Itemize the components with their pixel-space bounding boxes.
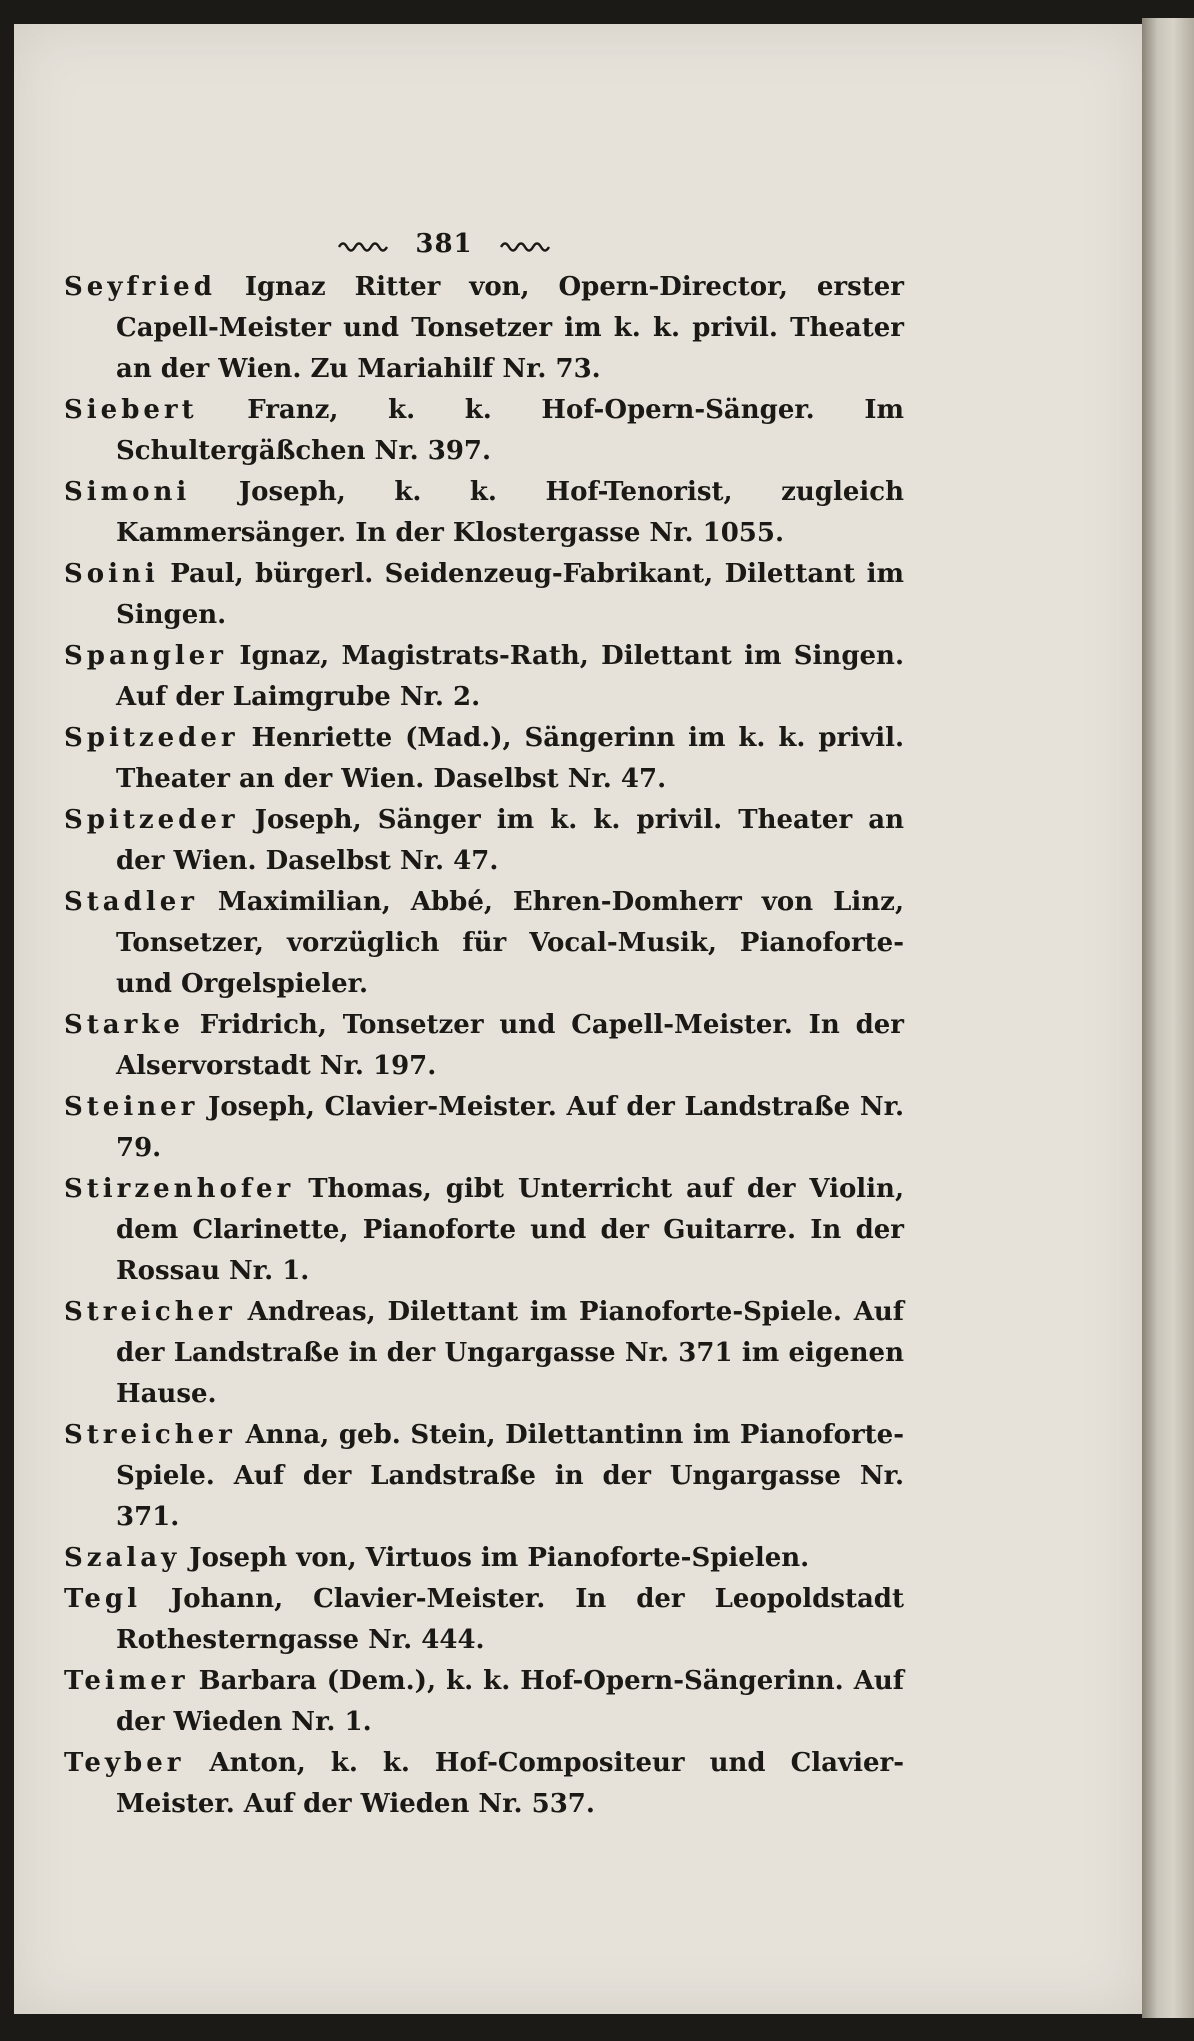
entry-surname: Simoni — [64, 477, 191, 507]
entry-simoni — [64, 472, 904, 554]
entry-surname: Stirzenhofer — [64, 1174, 295, 1204]
entry-tegl — [64, 1579, 904, 1661]
entry-surname: Streicher — [64, 1297, 236, 1327]
entry-details: Joseph, k. k. Hof-Tenorist, zugleich Kammersänger. In der Klostergasse Nr. 1055. — [116, 477, 904, 548]
entry-surname: Teimer — [64, 1666, 189, 1696]
page-number: 381 — [415, 229, 473, 259]
entry-stadler — [64, 882, 904, 1005]
entry-stirzenhofer — [64, 1169, 904, 1292]
entry-streicher-andreas — [64, 1292, 904, 1415]
entry-siebert — [64, 390, 904, 472]
entry-surname: Szalay — [64, 1543, 181, 1573]
entry-details: Franz, k. k. Hof-Opern-Sänger. Im Schultergäßchen Nr. 397. — [116, 395, 904, 466]
wave-ornament-right-icon — [499, 238, 551, 252]
entry-details: Henriette (Mad.), Sängerinn im k. k. privil. Theater an der Wien. Daselbst Nr. 47. — [116, 723, 904, 794]
entry-soini — [64, 554, 904, 636]
entry-spangler — [64, 636, 904, 718]
page-header — [64, 224, 754, 265]
entry-seyfried — [64, 267, 904, 390]
book-page-edge — [1142, 18, 1194, 2018]
entry-surname: Spangler — [64, 641, 228, 671]
entry-surname: Stadler — [64, 887, 198, 917]
entry-details: Anna, geb. Stein, Dilettantinn im Pianoforte-Spiele. Auf der Landstraße in der Ungargasse Nr. 371. — [116, 1420, 904, 1532]
entry-surname: Steiner — [64, 1092, 199, 1122]
entry-starke — [64, 1005, 904, 1087]
entry-details: Joseph, Sänger im k. k. privil. Theater an der Wien. Daselbst Nr. 47. — [116, 805, 904, 876]
entry-szalay — [64, 1538, 904, 1579]
entry-details: Ignaz Ritter von, Opern-Director, erster Capell-Meister und Tonsetzer im k. k. privil. Theater an der Wien. Zu Mariahilf Nr. 73. — [116, 272, 904, 384]
entry-details: Thomas, gibt Unterricht auf der Violin, dem Clarinette, Pianoforte und der Guitarre. In der Rossau Nr. 1. — [116, 1174, 904, 1286]
entry-streicher-anna — [64, 1415, 904, 1538]
entry-details: Maximilian, Abbé, Ehren-Domherr von Linz, Tonsetzer, vorzüglich für Vocal-Musik, Pianoforte- und Orgelspieler. — [116, 887, 904, 999]
entry-surname: Seyfried — [64, 272, 216, 302]
entry-spitzeder-henriette — [64, 718, 904, 800]
entry-surname: Tegl — [64, 1584, 141, 1614]
entry-surname: Streicher — [64, 1420, 236, 1450]
entry-surname: Starke — [64, 1010, 184, 1040]
entry-details: Fridrich, Tonsetzer und Capell-Meister. In der Alservorstadt Nr. 197. — [116, 1010, 904, 1081]
entry-steiner — [64, 1087, 904, 1169]
entry-teimer — [64, 1661, 904, 1743]
entry-surname: Spitzeder — [64, 805, 239, 835]
entry-details: Joseph, Clavier-Meister. Auf der Landstraße Nr. 79. — [116, 1092, 904, 1163]
entry-surname: Soini — [64, 559, 159, 589]
entry-details: Johann, Clavier-Meister. In der Leopoldstadt Rothesterngasse Nr. 444. — [116, 1584, 904, 1655]
entry-details: Paul, bürgerl. Seidenzeug-Fabrikant, Dilettant im Singen. — [116, 559, 904, 630]
entry-details: Ignaz, Magistrats-Rath, Dilettant im Singen. Auf der Laimgrube Nr. 2. — [116, 641, 904, 712]
wave-ornament-left-icon — [337, 238, 389, 252]
entry-teyber — [64, 1743, 904, 1825]
entry-details: Andreas, Dilettant im Pianoforte-Spiele. Auf der Landstraße in der Ungargasse Nr. 371 im eigenen Hause. — [116, 1297, 904, 1409]
entry-details: Joseph von, Virtuos im Pianoforte-Spielen. — [180, 1543, 810, 1573]
entry-surname: Spitzeder — [64, 723, 239, 753]
entry-details: Anton, k. k. Hof-Compositeur und Clavier-Meister. Auf der Wieden Nr. 537. — [116, 1748, 904, 1819]
entry-spitzeder-joseph — [64, 800, 904, 882]
entry-details: Barbara (Dem.), k. k. Hof-Opern-Sängerinn. Auf der Wieden Nr. 1. — [116, 1666, 904, 1737]
entry-surname: Siebert — [64, 395, 198, 425]
text-block — [64, 224, 904, 1825]
entry-surname: Teyber — [64, 1748, 185, 1778]
